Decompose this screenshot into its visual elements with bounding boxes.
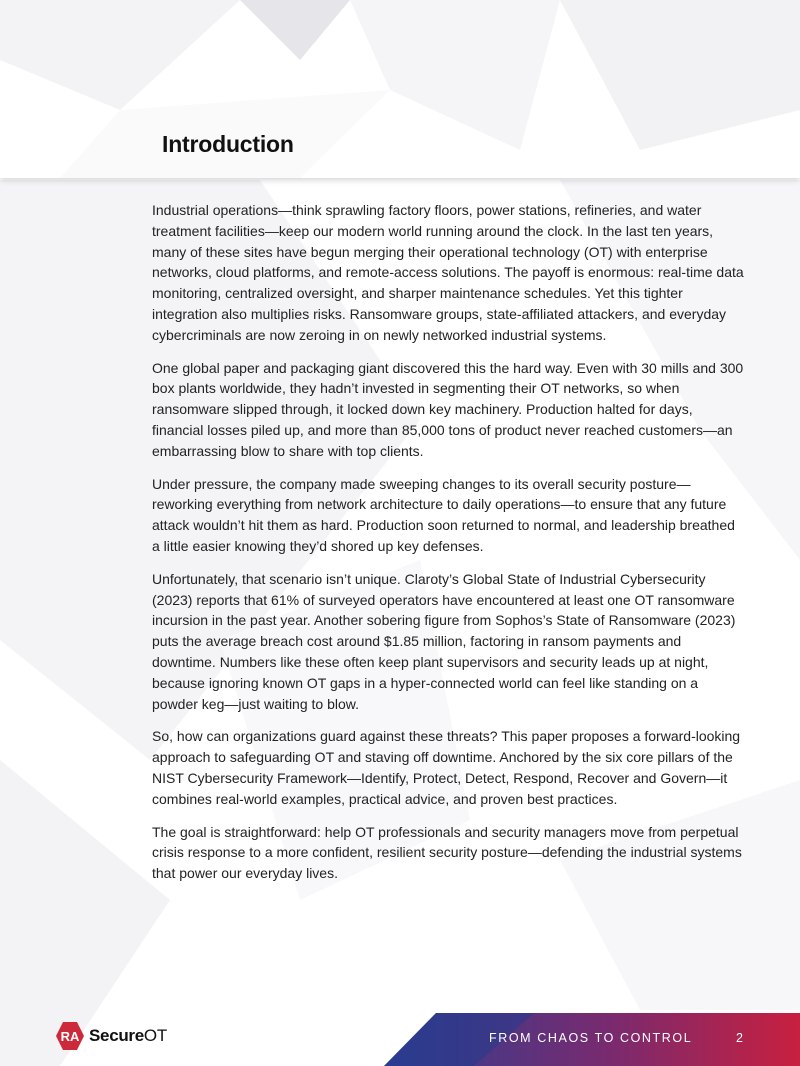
paragraph-6: The goal is straightforward: help OT professionals and security managers move from perpetual crisis response to a more confident, resilient security posture—defending the industrial systems that power our everyday lives. xyxy=(152,823,742,882)
header-facets xyxy=(0,0,800,178)
footer-label: FROM CHAOS TO CONTROL xyxy=(489,1031,693,1045)
paragraph-4: Unfortunately, that scenario isn’t unique. Claroty’s Global State of Industrial Cybersecurity (2023) reports that 61% of surveyed operators have encountered at least one OT ransomware incursion in the past year. Another sobering figure from Sophos’s State of Ransomware (2023) puts the average breach cost around $1.85 million, factoring in ransom payments and downtime. Numbers like these often keep plant supervisors and security leads up at night, because ignoring known OT gaps in a hyper-connected world can feel like standing on a powder keg—just waiting to blow. xyxy=(152,570,736,712)
header-band xyxy=(0,0,800,178)
logo-text-regular: OT xyxy=(143,1026,167,1045)
paragraph-3: Under pressure, the company made sweeping changes to its overall security posture—reworking everything from network architecture to daily operations—to ensure that any future attack wouldn’t hit them as hard. Production soon returned to normal, and leadership breathed a little easier knowing they’d shored up key defenses. xyxy=(152,475,735,554)
logo-badge-text: RA xyxy=(60,1029,80,1044)
paragraph-5: So, how can organizations guard against these threats? This paper proposes a forward-looking approach to safeguarding OT and staving off downtime. Anchored by the six core pillars of the NIST Cybersecurity Framework—Identify, Protect, Detect, Respond, Recover and Govern—it combines real-world examples, practical advice, and proven best practices. xyxy=(152,728,741,807)
page-title: Introduction xyxy=(162,131,294,157)
paragraph-1: Industrial operations—think sprawling factory floors, power stations, refineries, and water treatment facilities—keep our modern world running around the clock. In the last ten years, many of these sites have begun merging their operational technology (OT) with enterprise networks, cloud platforms, and remote-access solutions. The payoff is enormous: real-time data monitoring, centralized oversight, and sharper maintenance schedules. Yet this tighter integration also multiplies risks. Ransomware groups, state-affiliated attackers, and everyday cybercriminals are now zeroing in on newly networked industrial systems. xyxy=(152,202,744,343)
logo-badge-icon xyxy=(54,1020,86,1052)
page-number: 2 xyxy=(736,1031,743,1045)
footer-logo xyxy=(54,1020,167,1052)
logo-wordmark xyxy=(89,1026,167,1046)
paragraph-2: One global paper and packaging giant discovered this the hard way. Even with 30 mills and 300 box plants worldwide, they hadn’t invested in segmenting their OT networks, so when ransomware slipped through, it locked down key machinery. Production halted for days, financial losses piled up, and more than 85,000 tons of product never reached customers—an embarrassing blow to share with top clients. xyxy=(152,359,744,459)
body-text xyxy=(152,200,744,896)
logo-text-bold: Secure xyxy=(89,1026,144,1045)
